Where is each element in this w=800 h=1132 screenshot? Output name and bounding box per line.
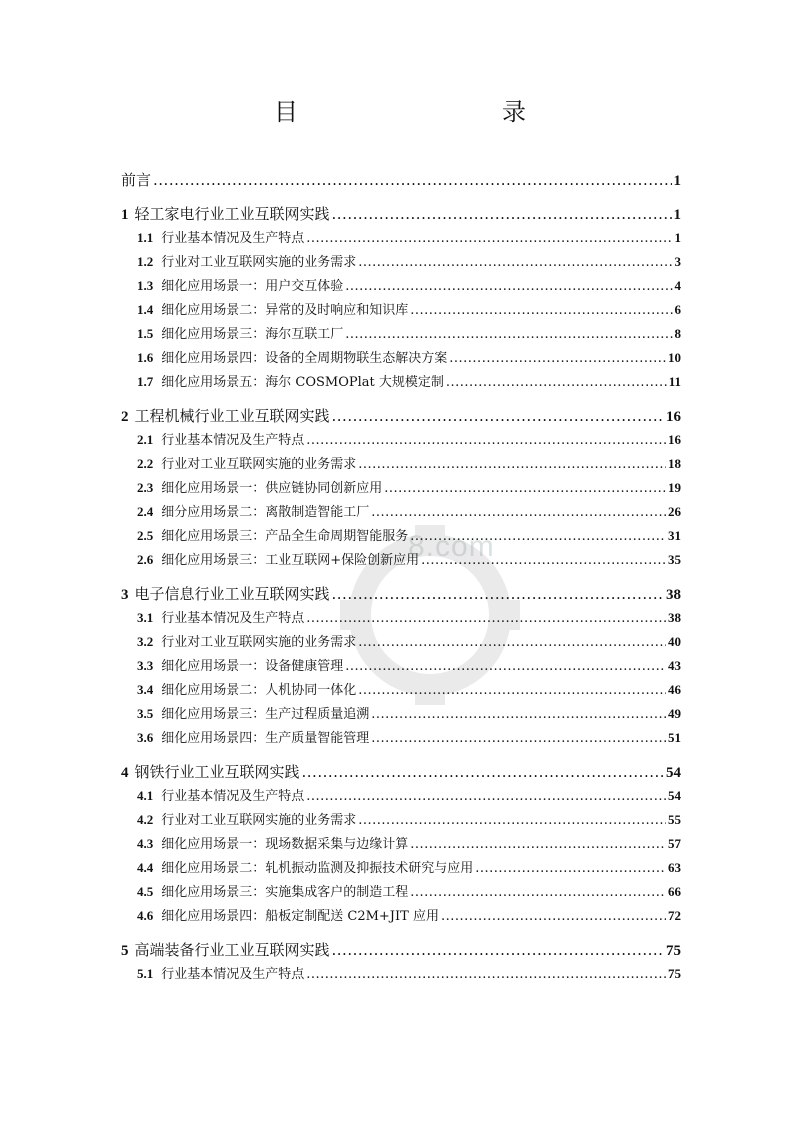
- toc-page-number: 51: [668, 730, 681, 745]
- toc-section-entry[interactable]: [121, 678, 681, 702]
- toc-leader-dots: [410, 299, 672, 323]
- toc-page-number: 4: [674, 278, 681, 293]
- toc-leader-dots: [358, 679, 666, 703]
- toc-section-entry[interactable]: [121, 250, 681, 274]
- toc-entry-number: 4: [121, 765, 129, 781]
- toc-page-number: 66: [668, 884, 681, 899]
- toc-page-number: 54: [668, 788, 681, 803]
- table-of-contents: [121, 168, 681, 986]
- toc-page-number: 55: [668, 812, 681, 827]
- toc-entry-number: 1.6: [137, 350, 154, 365]
- toc-page-number: 18: [668, 456, 681, 471]
- toc-leader-dots: [384, 477, 666, 501]
- toc-entry-number: 3.4: [137, 682, 154, 697]
- toc-leader-dots: [441, 905, 666, 929]
- toc-entry-number: 3.5: [137, 706, 154, 721]
- toc-chapter-entry[interactable]: [121, 202, 681, 226]
- toc-leader-dots: [358, 251, 672, 275]
- watermark-text: 8.com: [408, 530, 495, 563]
- toc-section-entry[interactable]: [121, 726, 681, 750]
- toc-leader-dots: [345, 275, 672, 299]
- toc-section-entry[interactable]: [121, 298, 681, 322]
- toc-entry-title: 高端装备行业工业互联网实践: [134, 941, 330, 959]
- toc-entry-title: 行业基本情况及生产特点: [161, 611, 305, 626]
- toc-section-entry[interactable]: [121, 548, 681, 572]
- toc-leader-dots: [306, 227, 672, 251]
- toc-section-entry[interactable]: [121, 808, 681, 832]
- toc-section-entry[interactable]: [121, 452, 681, 476]
- toc-entry-title: 细化应用场景四：生产质量智能管理: [161, 731, 370, 746]
- toc-section-entry[interactable]: [121, 322, 681, 346]
- toc-entry-number: 4.5: [137, 884, 154, 899]
- toc-leader-dots: [421, 549, 666, 573]
- toc-entry-title: 轻工家电行业工业互联网实践: [134, 205, 330, 223]
- toc-leader-dots: [410, 525, 666, 549]
- toc-section-entry[interactable]: [121, 702, 681, 726]
- toc-entry-title: 行业对工业互联网实施的业务需求: [161, 813, 357, 828]
- toc-leader-dots: [332, 202, 672, 226]
- toc-leader-dots: [410, 833, 666, 857]
- toc-chapter-entry[interactable]: [121, 582, 681, 606]
- toc-page-number: 1: [673, 207, 681, 223]
- toc-leader-dots: [332, 404, 664, 428]
- toc-entry-number: 2.3: [137, 480, 154, 495]
- toc-entry-title: 行业对工业互联网实施的业务需求: [161, 635, 357, 650]
- toc-entry-number: 4.2: [137, 812, 154, 827]
- toc-section-entry[interactable]: [121, 476, 681, 500]
- toc-leader-dots: [332, 582, 664, 606]
- toc-page-number: 1: [674, 230, 681, 245]
- toc-section-entry[interactable]: [121, 370, 681, 394]
- toc-entry-title: 细化应用场景三：实施集成客户的制造工程: [161, 885, 409, 900]
- toc-page-number: 16: [668, 432, 681, 447]
- toc-entry-number: 5: [121, 943, 129, 959]
- toc-entry-title: 细化应用场景一：设备健康管理: [161, 659, 344, 674]
- toc-page-number: 75: [666, 943, 681, 959]
- toc-page-number: 63: [668, 860, 681, 875]
- toc-entry-title: 电子信息行业工业互联网实践: [134, 585, 330, 603]
- toc-leader-dots: [153, 168, 671, 192]
- toc-page-number: 35: [668, 552, 681, 567]
- toc-page-number: 43: [668, 658, 681, 673]
- toc-page-number: 8: [674, 326, 681, 341]
- toc-entry-number: 4.4: [137, 860, 154, 875]
- toc-leader-dots: [446, 371, 667, 395]
- toc-page-number: 19: [668, 480, 681, 495]
- toc-entry-title: 钢铁行业工业互联网实践: [134, 763, 300, 781]
- toc-entry-number: 2.2: [137, 456, 154, 471]
- toc-entry-number: 4.1: [137, 788, 154, 803]
- toc-leader-dots: [306, 963, 666, 987]
- toc-entry-number: 1.7: [137, 374, 154, 389]
- toc-chapter-entry[interactable]: [121, 168, 681, 192]
- toc-entry-number: 1: [121, 207, 129, 223]
- toc-page-number: 1: [673, 173, 681, 189]
- toc-entry-number: 2.1: [137, 432, 154, 447]
- toc-leader-dots: [371, 703, 666, 727]
- toc-page-number: 72: [668, 908, 681, 923]
- toc-entry-title: 行业基本情况及生产特点: [161, 967, 305, 982]
- toc-entry-title: 行业对工业互联网实施的业务需求: [161, 255, 357, 270]
- toc-entry-title: 细化应用场景二：异常的及时响应和知识库: [161, 303, 409, 318]
- toc-section-entry[interactable]: [121, 630, 681, 654]
- toc-entry-number: 3: [121, 587, 129, 603]
- toc-section-entry[interactable]: [121, 654, 681, 678]
- toc-section-entry[interactable]: [121, 784, 681, 808]
- toc-entry-title: 细化应用场景二：人机协同一体化: [161, 683, 357, 698]
- toc-leader-dots: [345, 655, 666, 679]
- toc-leader-dots: [410, 881, 666, 905]
- toc-entry-title: 细化应用场景三：工业互联网+保险创新应用: [161, 553, 420, 568]
- toc-entry-title: 细化应用场景二：轧机振动监测及抑振技术研究与应用: [161, 861, 474, 876]
- toc-entry-number: 2: [121, 409, 129, 425]
- toc-entry-number: 1.5: [137, 326, 154, 341]
- toc-section-entry[interactable]: [121, 856, 681, 880]
- toc-entry-number: 1.3: [137, 278, 154, 293]
- toc-entry-number: 1.4: [137, 302, 154, 317]
- toc-entry-title: 行业基本情况及生产特点: [161, 231, 305, 246]
- toc-entry-number: 4.3: [137, 836, 154, 851]
- toc-leader-dots: [302, 760, 664, 784]
- toc-section-entry[interactable]: [121, 346, 681, 370]
- toc-leader-dots: [306, 785, 666, 809]
- toc-section-entry[interactable]: [121, 606, 681, 630]
- toc-entry-number: 1.2: [137, 254, 154, 269]
- toc-leader-dots: [371, 501, 666, 525]
- toc-page-number: 16: [666, 409, 681, 425]
- toc-entry-number: 2.4: [137, 504, 154, 519]
- toc-entry-title: 细化应用场景三：生产过程质量追溯: [161, 707, 370, 722]
- toc-page-number: 54: [666, 765, 681, 781]
- toc-chapter-entry[interactable]: [121, 760, 681, 784]
- toc-page-number: 57: [668, 836, 681, 851]
- toc-section-entry[interactable]: [121, 904, 681, 928]
- toc-entry-number: 3.1: [137, 610, 154, 625]
- toc-page-number: 10: [668, 350, 681, 365]
- toc-entry-number: 5.1: [137, 966, 154, 981]
- toc-page-number: 26: [668, 504, 681, 519]
- toc-entry-number: 2.6: [137, 552, 154, 567]
- toc-page-number: 6: [674, 302, 681, 317]
- toc-entry-title: 细化应用场景五：海尔 COSMOPlat 大规模定制: [161, 375, 444, 390]
- toc-entry-title: 行业对工业互联网实施的业务需求: [161, 457, 357, 472]
- toc-page-number: 49: [668, 706, 681, 721]
- toc-entry-title: 细化应用场景四：船板定制配送 C2M+JIT 应用: [161, 909, 439, 924]
- toc-entry-title: 细化应用场景三：海尔互联工厂: [161, 327, 344, 342]
- toc-section-entry[interactable]: [121, 524, 681, 548]
- toc-page-number: 3: [674, 254, 681, 269]
- toc-entry-title: 细分应用场景二：离散制造智能工厂: [161, 505, 370, 520]
- toc-entry-title: 前言: [121, 171, 152, 189]
- toc-leader-dots: [449, 347, 666, 371]
- toc-page-number: 31: [668, 528, 681, 543]
- toc-entry-title: 细化应用场景一：现场数据采集与边缘计算: [161, 837, 409, 852]
- toc-section-entry[interactable]: [121, 962, 681, 986]
- toc-entry-title: 细化应用场景一：供应链协同创新应用: [161, 481, 383, 496]
- toc-entry-title: 细化应用场景三：产品全生命周期智能服务: [161, 529, 409, 544]
- toc-entry-title: 细化应用场景四：设备的全周期物联生态解决方案: [161, 351, 448, 366]
- toc-page-number: 38: [668, 610, 681, 625]
- toc-section-entry[interactable]: [121, 226, 681, 250]
- toc-entry-title: 行业基本情况及生产特点: [161, 789, 305, 804]
- toc-entry-number: 3.6: [137, 730, 154, 745]
- toc-leader-dots: [358, 809, 666, 833]
- toc-section-entry[interactable]: [121, 428, 681, 452]
- toc-section-entry[interactable]: [121, 500, 681, 524]
- toc-section-entry[interactable]: [121, 880, 681, 904]
- toc-entry-number: 1.1: [137, 230, 154, 245]
- toc-leader-dots: [306, 607, 666, 631]
- toc-entry-title: 行业基本情况及生产特点: [161, 433, 305, 448]
- toc-leader-dots: [332, 938, 664, 962]
- toc-leader-dots: [306, 429, 666, 453]
- toc-page-number: 38: [666, 587, 681, 603]
- toc-leader-dots: [371, 727, 666, 751]
- toc-entry-title: 细化应用场景一：用户交互体验: [161, 279, 344, 294]
- toc-page-number: 46: [668, 682, 681, 697]
- toc-page-number: 11: [668, 374, 681, 389]
- toc-leader-dots: [475, 857, 666, 881]
- toc-section-entry[interactable]: [121, 274, 681, 298]
- toc-entry-number: 2.5: [137, 528, 154, 543]
- toc-entry-number: 3.2: [137, 634, 154, 649]
- toc-leader-dots: [358, 631, 666, 655]
- toc-entry-title: 工程机械行业工业互联网实践: [134, 407, 330, 425]
- toc-page-number: 75: [668, 966, 681, 981]
- toc-entry-number: 3.3: [137, 658, 154, 673]
- toc-section-entry[interactable]: [121, 832, 681, 856]
- toc-chapter-entry[interactable]: [121, 404, 681, 428]
- toc-entry-number: 4.6: [137, 908, 154, 923]
- toc-page-number: 40: [668, 634, 681, 649]
- toc-leader-dots: [358, 453, 666, 477]
- toc-chapter-entry[interactable]: [121, 938, 681, 962]
- toc-leader-dots: [345, 323, 672, 347]
- page-title: 目 录: [274, 98, 578, 126]
